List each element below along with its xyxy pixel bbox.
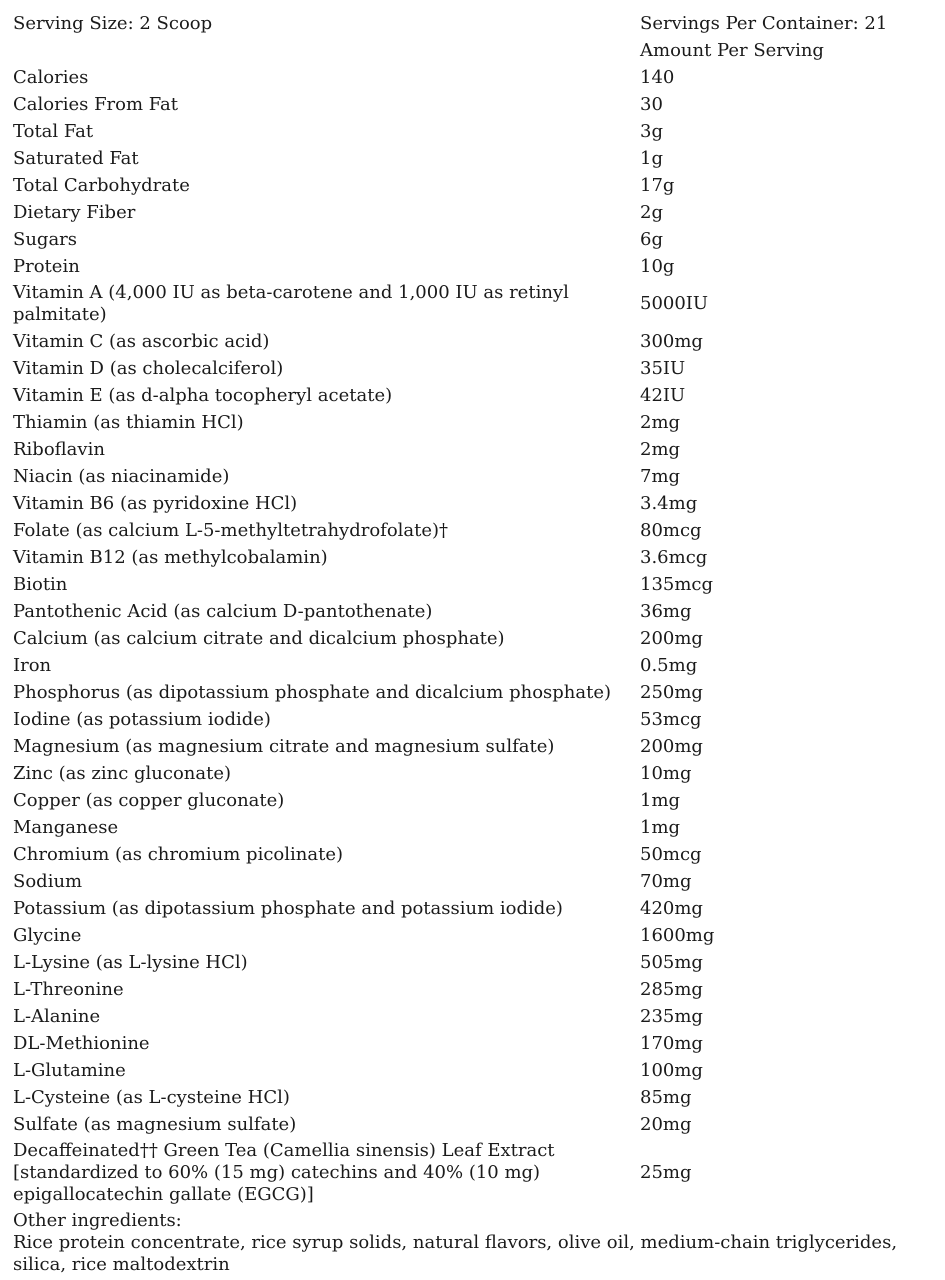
- nutrient-name: Saturated Fat: [13, 147, 139, 169]
- nutrient-amount: 10mg: [640, 762, 692, 784]
- nutrient-amount: 140: [640, 66, 675, 88]
- nutrient-name: Iodine (as potassium iodide): [13, 708, 271, 730]
- nutrient-row: [13, 91, 945, 118]
- nutrient-name: Copper (as copper gluconate): [13, 789, 285, 811]
- nutrient-amount: 300mg: [640, 330, 703, 352]
- nutrient-row: [13, 706, 945, 733]
- nutrient-row: [13, 253, 945, 280]
- nutrient-name: Thiamin (as thiamin HCl): [13, 411, 244, 433]
- nutrient-name: Protein: [13, 255, 80, 277]
- nutrient-amount: 70mg: [640, 870, 692, 892]
- nutrient-amount: 6g: [640, 228, 663, 250]
- nutrient-row: [13, 280, 945, 328]
- nutrient-row: [13, 733, 945, 760]
- nutrient-amount: 30: [640, 93, 663, 115]
- nutrient-name: Decaffeinated†† Green Tea (Camellia sinensis) Leaf Extract [standardized to 60% (15 mg) catechins and 40% (10 mg) epigallocatechin gallate (EGCG)]: [13, 1140, 555, 1205]
- nutrient-row: [13, 760, 945, 787]
- nutrient-amount: 42IU: [640, 384, 686, 406]
- nutrient-row: [13, 544, 945, 571]
- nutrient-row: [13, 787, 945, 814]
- header-spacer: [13, 37, 640, 64]
- nutrient-name: Calories From Fat: [13, 93, 179, 115]
- nutrient-amount: 200mg: [640, 627, 703, 649]
- nutrient-amount: 2g: [640, 201, 663, 223]
- nutrient-name: Glycine: [13, 924, 82, 946]
- nutrient-row: [13, 328, 945, 355]
- nutrient-amount: 170mg: [640, 1032, 703, 1054]
- nutrient-amount: 1mg: [640, 816, 681, 838]
- nutrient-amount: 7mg: [640, 465, 681, 487]
- nutrient-amount: 135mcg: [640, 573, 714, 595]
- servings-per-container: Servings Per Container: 21: [640, 13, 888, 34]
- nutrient-name: Calories: [13, 66, 89, 88]
- nutrient-amount: 10g: [640, 255, 675, 277]
- amount-per-serving-label: Amount Per Serving: [640, 40, 824, 61]
- nutrient-name: Folate (as calcium L-5-methyltetrahydrofolate)†: [13, 519, 449, 541]
- nutrient-amount: 3g: [640, 120, 663, 142]
- nutrient-name: L-Alanine: [13, 1005, 101, 1027]
- nutrient-amount: 505mg: [640, 951, 703, 973]
- nutrient-row: [13, 841, 945, 868]
- nutrient-row: [13, 868, 945, 895]
- serving-size: Serving Size: 2 Scoop: [13, 13, 213, 34]
- nutrient-row: [13, 976, 945, 1003]
- nutrient-amount: 285mg: [640, 978, 703, 1000]
- nutrient-amount: 35IU: [640, 357, 686, 379]
- nutrient-name: Total Fat: [13, 120, 94, 142]
- nutrient-name: Chromium (as chromium picolinate): [13, 843, 343, 865]
- nutrient-amount: 50mcg: [640, 843, 702, 865]
- nutrient-row: [13, 679, 945, 706]
- nutrient-name: Niacin (as niacinamide): [13, 465, 230, 487]
- nutrient-row: [13, 199, 945, 226]
- nutrient-amount: 5000IU: [640, 293, 709, 314]
- nutrient-amount: 1600mg: [640, 924, 715, 946]
- nutrient-name: Vitamin C (as ascorbic acid): [13, 330, 270, 352]
- nutrient-row: [13, 172, 945, 199]
- nutrient-name: Total Carbohydrate: [13, 174, 190, 196]
- nutrient-row: [13, 814, 945, 841]
- nutrient-amount: 80mcg: [640, 519, 702, 541]
- nutrient-amount: 2mg: [640, 411, 681, 433]
- nutrient-name: Pantothenic Acid (as calcium D-pantothenate): [13, 600, 433, 622]
- nutrient-row: [13, 436, 945, 463]
- nutrient-name: L-Cysteine (as L-cysteine HCl): [13, 1086, 290, 1108]
- nutrient-list: [13, 64, 945, 1208]
- nutrient-name: Magnesium (as magnesium citrate and magnesium sulfate): [13, 735, 555, 757]
- nutrient-row: [13, 226, 945, 253]
- nutrient-row: [13, 463, 945, 490]
- nutrient-amount: 2mg: [640, 438, 681, 460]
- nutrient-name: Phosphorus (as dipotassium phosphate and dicalcium phosphate): [13, 681, 612, 703]
- nutrient-name: Vitamin D (as cholecalciferol): [13, 357, 284, 379]
- nutrient-row: [13, 1003, 945, 1030]
- nutrient-row: [13, 64, 945, 91]
- nutrient-amount: 85mg: [640, 1086, 692, 1108]
- other-ingredients-label: Other ingredients:: [13, 1210, 182, 1231]
- nutrient-name: Sugars: [13, 228, 78, 250]
- nutrient-name: Iron: [13, 654, 52, 676]
- nutrient-row: [13, 490, 945, 517]
- nutrient-amount: 1mg: [640, 789, 681, 811]
- nutrient-row: [13, 145, 945, 172]
- nutrient-amount: 100mg: [640, 1059, 703, 1081]
- nutrient-name: Biotin: [13, 573, 68, 595]
- nutrient-amount: 0.5mg: [640, 654, 698, 676]
- nutrient-row: [13, 652, 945, 679]
- nutrient-name: L-Lysine (as L-lysine HCl): [13, 951, 248, 973]
- nutrient-name: Calcium (as calcium citrate and dicalcium phosphate): [13, 627, 505, 649]
- nutrient-name: Dietary Fiber: [13, 201, 136, 223]
- nutrient-row: [13, 409, 945, 436]
- nutrient-amount: 420mg: [640, 897, 703, 919]
- nutrient-name: Riboflavin: [13, 438, 105, 460]
- nutrient-amount: 235mg: [640, 1005, 703, 1027]
- nutrient-name: Sulfate (as magnesium sulfate): [13, 1113, 297, 1135]
- nutrient-amount: 3.4mg: [640, 492, 698, 514]
- nutrient-name: L-Threonine: [13, 978, 124, 1000]
- nutrient-name: L-Glutamine: [13, 1059, 126, 1081]
- nutrient-amount: 20mg: [640, 1113, 692, 1135]
- nutrient-row: [13, 625, 945, 652]
- nutrient-row: [13, 118, 945, 145]
- nutrient-name: Vitamin B12 (as methylcobalamin): [13, 546, 328, 568]
- nutrient-row: [13, 1030, 945, 1057]
- nutrient-row: [13, 382, 945, 409]
- nutrient-amount: 36mg: [640, 600, 692, 622]
- nutrient-row: [13, 1111, 945, 1138]
- nutrient-amount: 17g: [640, 174, 675, 196]
- nutrient-name: DL-Methionine: [13, 1032, 150, 1054]
- nutrient-amount: 250mg: [640, 681, 703, 703]
- other-ingredients-text: Rice protein concentrate, rice syrup solids, natural flavors, olive oil, medium-chain triglycerides, silica, rice maltodextrin: [13, 1232, 898, 1275]
- nutrient-amount: 1g: [640, 147, 663, 169]
- nutrient-name: Sodium: [13, 870, 83, 892]
- nutrient-row: [13, 598, 945, 625]
- serving-info-row: [13, 10, 945, 37]
- nutrient-amount: 200mg: [640, 735, 703, 757]
- nutrient-row: [13, 1138, 945, 1208]
- nutrient-amount: 53mcg: [640, 708, 702, 730]
- nutrient-row: [13, 355, 945, 382]
- nutrient-name: Vitamin B6 (as pyridoxine HCl): [13, 492, 298, 514]
- nutrient-row: [13, 922, 945, 949]
- nutrient-name: Potassium (as dipotassium phosphate and potassium iodide): [13, 897, 563, 919]
- nutrient-row: [13, 1084, 945, 1111]
- nutrient-name: Vitamin A (4,000 IU as beta-carotene and 1,000 IU as retinyl palmitate): [13, 282, 569, 325]
- nutrient-row: [13, 895, 945, 922]
- nutrient-name: Manganese: [13, 816, 119, 838]
- nutrient-row: [13, 949, 945, 976]
- nutrient-row: [13, 1057, 945, 1084]
- other-ingredients: [13, 1210, 945, 1276]
- nutrient-amount: 3.6mcg: [640, 546, 708, 568]
- nutrient-name: Zinc (as zinc gluconate): [13, 762, 232, 784]
- amount-header-row: [13, 37, 945, 64]
- nutrient-row: [13, 517, 945, 544]
- nutrient-amount: 25mg: [640, 1162, 692, 1183]
- nutrient-name: Vitamin E (as d-alpha tocopheryl acetate): [13, 384, 393, 406]
- nutrient-row: [13, 571, 945, 598]
